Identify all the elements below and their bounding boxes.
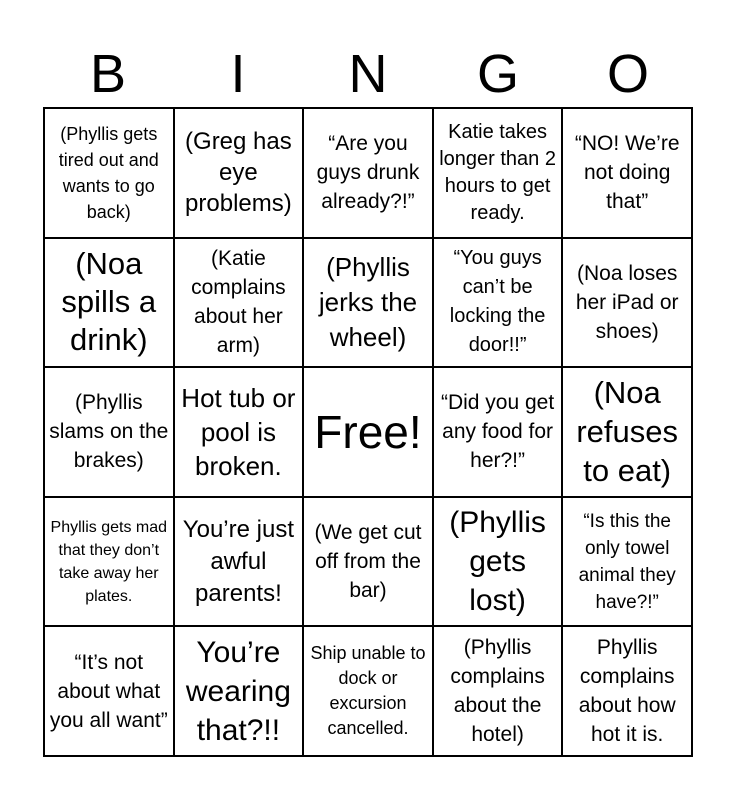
bingo-cell-text: (Katie complains about her arm) [191, 247, 286, 358]
bingo-cell[interactable] [174, 626, 304, 756]
bingo-cell[interactable] [44, 238, 174, 368]
bingo-cell[interactable] [562, 108, 692, 238]
bingo-cell[interactable] [44, 367, 174, 497]
bingo-cell[interactable] [174, 367, 304, 497]
bingo-grid [43, 107, 693, 757]
header-letter-i: I [230, 44, 246, 104]
free-space-cell[interactable] [303, 367, 433, 497]
header-letter-g: G [476, 44, 519, 104]
bingo-cell-text: “Did you get any food for her?!” [440, 391, 555, 473]
bingo-cell[interactable] [433, 238, 563, 368]
header-letter-o: O [606, 44, 649, 104]
bingo-cell[interactable] [562, 238, 692, 368]
bingo-cell-text: You’re just awful parents! [182, 515, 294, 607]
bingo-cell-text: Hot tub or pool is broken. [181, 382, 296, 481]
bingo-cell-text: Phyllis complains about how hot it is. [578, 636, 676, 747]
bingo-cell-text: (Noa spills a drink) [61, 246, 157, 358]
bingo-cell-text: (Phyllis gets tired out and wants to go back) [58, 123, 159, 222]
bingo-cell[interactable] [174, 238, 304, 368]
bingo-cell-text: Katie takes longer than 2 hours to get ready. [439, 120, 556, 224]
header-letter-b: B [89, 44, 127, 104]
bingo-cell[interactable] [433, 108, 563, 238]
bingo-cell-text: (Greg has eye problems) [185, 128, 292, 218]
bingo-cell[interactable] [303, 108, 433, 238]
bingo-cell-text: (Phyllis jerks the wheel) [318, 251, 418, 352]
bingo-cell[interactable] [303, 626, 433, 756]
bingo-cell[interactable] [562, 626, 692, 756]
bingo-cell-text: (Phyllis slams on the brakes) [49, 391, 169, 473]
bingo-cell[interactable] [433, 497, 563, 627]
bingo-cell-text: You’re wearing that?!! [185, 635, 291, 747]
bingo-cell-text: (Phyllis gets lost) [449, 506, 546, 618]
bingo-cell-text: “NO! We’re not doing that” [574, 132, 680, 214]
bingo-cell-text: “You guys can’t be locking the door!!” [449, 247, 546, 357]
bingo-cell-text: (Noa loses her iPad or shoes) [575, 261, 679, 343]
bingo-cell-text: (Noa refuses to eat) [576, 375, 679, 489]
bingo-cell[interactable] [303, 238, 433, 368]
bingo-cell-text: Phyllis gets mad that they don’t take away her plates. [50, 518, 168, 605]
bingo-cell[interactable] [44, 626, 174, 756]
bingo-cell[interactable] [433, 367, 563, 497]
bingo-cell-text: (Phyllis complains about the hotel) [450, 636, 545, 747]
bingo-cell-text: “Are you guys drunk already?!” [316, 132, 420, 214]
bingo-cell[interactable] [562, 497, 692, 627]
bingo-cell[interactable] [174, 108, 304, 238]
bingo-cell[interactable] [562, 367, 692, 497]
bingo-cell[interactable] [433, 626, 563, 756]
bingo-cell[interactable] [174, 497, 304, 627]
bingo-cell-text: “Is this the only towel animal they have?!” [578, 510, 676, 613]
bingo-cell[interactable] [303, 497, 433, 627]
free-space-text: Free! [314, 405, 422, 458]
bingo-cell-text: Ship unable to dock or excursion cancelled. [310, 643, 426, 739]
bingo-cell-text: “It’s not about what you all want” [49, 650, 168, 732]
bingo-cell[interactable] [44, 497, 174, 627]
bingo-header [43, 42, 693, 106]
header-letter-n: N [348, 44, 388, 104]
bingo-cell[interactable] [44, 108, 174, 238]
bingo-cell-text: (We get cut off from the bar) [314, 521, 422, 603]
